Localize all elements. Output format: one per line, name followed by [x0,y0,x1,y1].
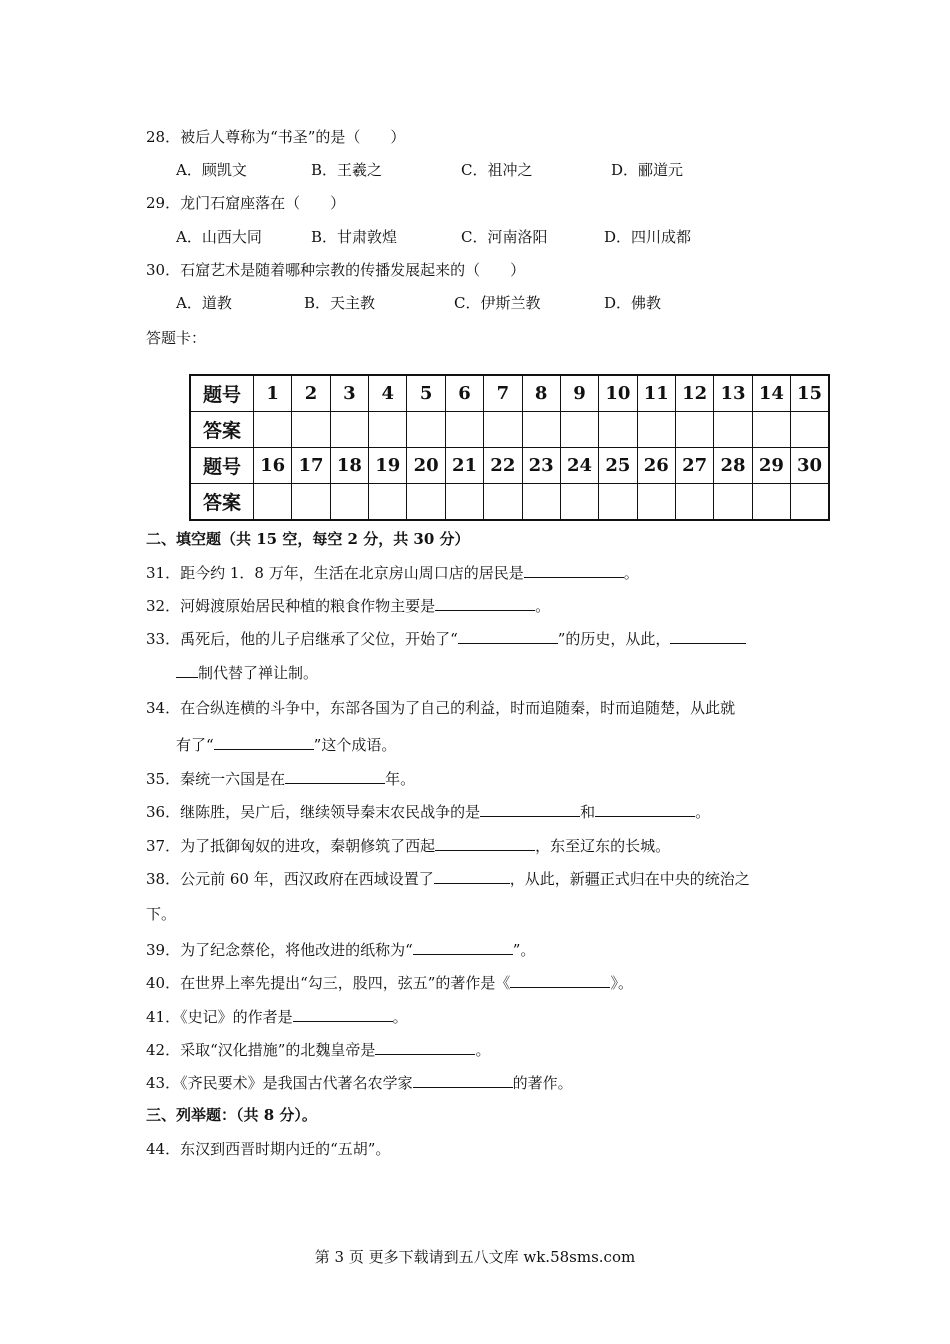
q38-mid: ，从此，新疆正式归在中央的统治之 [509,870,750,888]
q40-end: 》。 [610,974,633,992]
q34-text: 有了“ [176,736,214,754]
answer-cell[interactable] [675,484,713,521]
q33-blank-2[interactable] [670,628,746,644]
number-cell: 19 [369,448,407,484]
q29-option-a: A．山西大同 [176,228,262,246]
q36-end: 。 [695,803,711,821]
q35-end: 年。 [385,770,416,788]
answer-cell[interactable] [637,484,675,521]
number-cell: 5 [407,375,445,412]
answer-cell[interactable] [445,412,483,448]
q36-blank-2[interactable] [595,801,695,817]
question-40 [146,972,633,993]
question-37 [146,835,670,856]
number-cell: 24 [560,448,598,484]
number-cell: 13 [714,375,752,412]
q33-mid: ”的历史，从此， [557,630,671,648]
q43-end: 的著作。 [512,1074,573,1092]
q29-option-b: B．甘肃敦煌 [311,228,398,246]
q29-option-d: D．四川成都 [604,228,692,246]
answer-cell[interactable] [599,484,637,521]
q28-option-b: B．王羲之 [311,161,383,179]
q42-text: 42．采取“汉化措施”的北魏皇帝是 [146,1041,376,1059]
number-cell: 11 [637,375,675,412]
q28-option-d: D．郦道元 [611,161,684,179]
question-31 [146,562,639,583]
number-cell: 20 [407,448,445,484]
question-35 [146,768,415,789]
answer-cell[interactable] [369,412,407,448]
q35-blank[interactable] [285,768,385,784]
number-cell: 21 [445,448,483,484]
q36-blank-1[interactable] [480,801,580,817]
answer-cell[interactable] [407,412,445,448]
q32-end: 。 [535,597,551,615]
number-header-cell: 题号 [190,375,254,412]
page-footer: 第 3 页 更多下载请到五八文库 wk.58sms.com [314,1248,636,1266]
number-cell: 17 [292,448,330,484]
answer-cell[interactable] [675,412,713,448]
q28-option-a: A．顾凯文 [176,161,247,179]
q36-and: 和 [580,803,596,821]
answer-card-number-row-1 [190,375,829,412]
q33-blank-1[interactable] [458,628,558,644]
q34-end: ”这个成语。 [313,736,397,754]
question-30-stem: 30．石窟艺术是随着哪种宗教的传播发展起来的（ ） [146,261,526,279]
number-cell: 9 [560,375,598,412]
number-cell: 26 [637,448,675,484]
number-cell: 28 [714,448,752,484]
answer-cell[interactable] [752,484,790,521]
question-38-line-1 [146,868,750,889]
q42-blank[interactable] [375,1039,475,1055]
question-39 [146,939,535,960]
question-29-stem: 29．龙门石窟座落在（ ） [146,194,346,212]
question-33-line-1 [146,628,746,649]
answer-card-label: 答题卡： [146,329,207,347]
answer-cell[interactable] [330,484,368,521]
answer-cell[interactable] [752,412,790,448]
question-38-line-2: 下。 [146,905,177,923]
question-43 [146,1072,573,1093]
answer-card-answer-row-2 [190,484,829,521]
answer-cell[interactable] [369,484,407,521]
q31-end: 。 [623,564,639,582]
answer-card-answer-row-1 [190,412,829,448]
q33-text: 33．禹死后，他的儿子启继承了父位，开始了“ [146,630,458,648]
number-cell: 4 [369,375,407,412]
q37-end: ，东至辽东的长城。 [535,837,671,855]
number-cell: 7 [484,375,522,412]
answer-cell[interactable] [407,484,445,521]
number-cell: 23 [522,448,560,484]
answer-cell[interactable] [522,412,560,448]
q38-blank[interactable] [434,868,510,884]
q30-option-b: B．天主教 [304,294,376,312]
q43-blank[interactable] [413,1072,513,1088]
q40-blank[interactable] [510,972,610,988]
q39-blank[interactable] [413,939,513,955]
q32-text: 32．河姆渡原始居民种植的粮食作物主要是 [146,597,436,615]
q33-end: 制代替了禅让制。 [198,664,319,682]
number-cell: 10 [599,375,637,412]
q31-blank[interactable] [524,562,624,578]
question-32 [146,595,550,616]
number-cell: 6 [445,375,483,412]
number-cell: 29 [752,448,790,484]
number-cell: 16 [254,448,292,484]
q43-text: 43．《齐民要术》是我国古代著名农学家 [146,1074,413,1092]
number-cell: 25 [599,448,637,484]
answer-card-table [189,374,830,521]
question-33-line-2 [176,662,318,683]
question-44: 44．东汉到西晋时期内迁的“五胡”。 [146,1140,391,1158]
answer-cell[interactable] [714,412,752,448]
q37-text: 37．为了抵御匈奴的进攻，秦朝修筑了西起 [146,837,436,855]
answer-cell[interactable] [714,484,752,521]
question-34-line-1: 34．在合纵连横的斗争中，东部各国为了自己的利益，时而追随秦，时而追随楚，从此就 [146,699,736,717]
question-36 [146,801,710,822]
answer-cell[interactable] [254,484,292,521]
q41-text: 41．《史记》的作者是 [146,1008,293,1026]
q39-end: ”。 [512,941,536,959]
q30-option-d: D．佛教 [604,294,662,312]
answer-cell[interactable] [254,412,292,448]
q35-text: 35．秦统一六国是在 [146,770,286,788]
number-cell: 30 [791,448,829,484]
q36-text: 36．继陈胜，吴广后，继续领导秦末农民战争的是 [146,803,481,821]
answer-cell[interactable] [791,484,829,521]
question-34-line-2 [176,734,396,755]
number-cell: 18 [330,448,368,484]
answer-cell[interactable] [637,412,675,448]
answer-header-cell: 答案 [190,412,254,448]
number-cell: 22 [484,448,522,484]
q28-option-c: C．祖冲之 [461,161,533,179]
q40-text: 40．在世界上率先提出“勾三，股四，弦五”的著作是《 [146,974,511,992]
number-cell: 3 [330,375,368,412]
answer-cell[interactable] [791,412,829,448]
q29-option-c: C．河南洛阳 [461,228,548,246]
answer-card-number-row-2 [190,448,829,484]
number-cell: 27 [675,448,713,484]
question-41 [146,1006,408,1027]
q38-text: 38．公元前 60 年，西汉政府在西域设置了 [146,870,434,888]
number-cell: 8 [522,375,560,412]
answer-cell[interactable] [599,412,637,448]
answer-cell[interactable] [522,484,560,521]
number-cell: 1 [254,375,292,412]
answer-cell[interactable] [484,484,522,521]
number-header-cell: 题号 [190,448,254,484]
q42-end: 。 [475,1041,491,1059]
section-3-title: 三、列举题：（共 8 分）。 [146,1106,317,1124]
number-cell: 12 [675,375,713,412]
q41-end: 。 [392,1008,408,1026]
q33-blank-2-cont[interactable] [176,662,198,678]
number-cell: 2 [292,375,330,412]
answer-cell[interactable] [484,412,522,448]
answer-cell[interactable] [560,412,598,448]
answer-cell[interactable] [330,412,368,448]
number-cell: 14 [752,375,790,412]
number-cell: 15 [791,375,829,412]
q30-option-c: C．伊斯兰教 [454,294,541,312]
q32-blank[interactable] [435,595,535,611]
q37-blank[interactable] [435,835,535,851]
q34-blank[interactable] [214,734,314,750]
answer-cell[interactable] [292,484,330,521]
q41-blank[interactable] [293,1006,393,1022]
answer-cell[interactable] [560,484,598,521]
question-42 [146,1039,490,1060]
section-2-title: 二、填空题（共 15 空，每空 2 分，共 30 分） [146,530,470,548]
q30-option-a: A．道教 [176,294,232,312]
answer-header-cell: 答案 [190,484,254,521]
question-28-stem: 28．被后人尊称为“书圣”的是（ ） [146,128,406,146]
answer-cell[interactable] [292,412,330,448]
q39-text: 39．为了纪念蔡伦，将他改进的纸称为“ [146,941,413,959]
q31-text: 31．距今约 1．8 万年，生活在北京房山周口店的居民是 [146,564,524,582]
answer-cell[interactable] [445,484,483,521]
